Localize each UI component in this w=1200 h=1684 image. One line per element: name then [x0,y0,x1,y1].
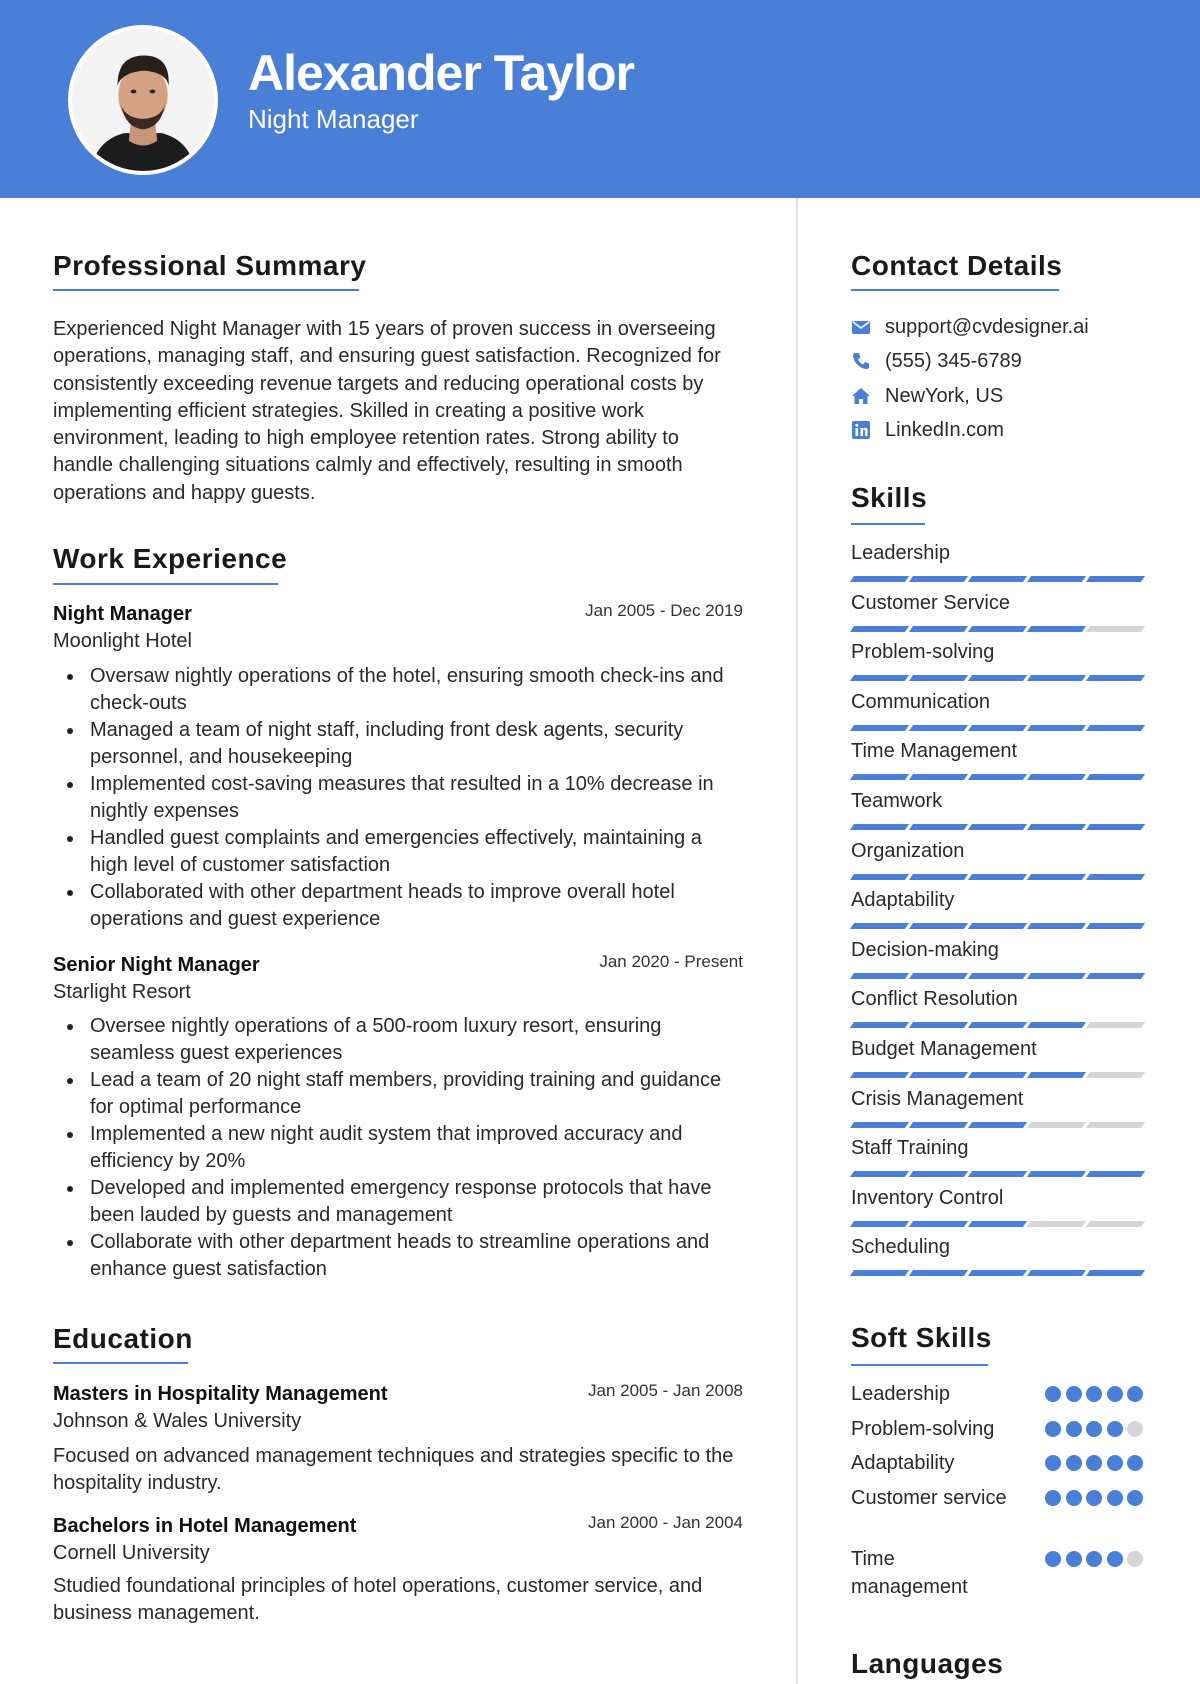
list-item: Developed and implemented emergency response protocols that have been lauded by guests and management [53,1175,743,1229]
list-item: Implemented cost-saving measures that resulted in a 10% decrease in nightly expenses [53,771,743,825]
rating-dot [1127,1421,1143,1437]
skill-name: Teamwork [851,790,943,812]
soft-skill-name: Time management [851,1548,968,1598]
skill-level-segment [1086,874,1145,880]
job-company: Starlight Resort [53,981,191,1003]
skill-level-segment [850,626,909,632]
skill-level-bar [852,1270,1146,1276]
skill-level-segment [850,1022,909,1028]
skill-level-bar [852,973,1146,979]
skill-name: Customer Service [851,591,1010,614]
contact-phone-text: (555) 345-6789 [885,349,1022,372]
rating-dot [1066,1421,1082,1437]
education-date: Jan 2000 - Jan 2004 [587,1513,743,1532]
skill-level-segment [850,1221,909,1227]
skill-level-segment [909,923,968,929]
contact-location [850,381,1003,411]
skill-level-segment [850,973,909,979]
soft-skills-heading: Soft Skills [851,1322,992,1353]
soft-skills-underline [851,1364,988,1366]
skill-level-segment [968,973,1027,979]
skill-name: Communication [851,690,990,713]
skill-level-segment [909,1270,968,1276]
rating-dot [1086,1455,1102,1471]
skill-level-segment [1027,1122,1086,1128]
skill-level-segment [909,626,968,632]
skill-level-segment [1086,1022,1145,1028]
skill-name: Scheduling [851,1236,950,1259]
skill-level-segment [850,1270,909,1276]
skill-level-segment [909,1072,968,1078]
contact-email-text: support@cvdesigner.ai [885,315,1089,338]
skill-level-segment [1027,874,1086,880]
job-title: Senior Night Manager [53,954,260,976]
skill-name: Decision-making [851,938,999,961]
skill-level-segment [1086,725,1145,731]
skill-level-segment [1027,774,1086,780]
skill-level-segment [1086,1171,1145,1177]
skill-level-segment [909,874,968,880]
skill-level-segment [909,725,968,731]
contact-linkedin-text: LinkedIn.com [885,418,1004,441]
summary-heading: Professional Summary [53,250,367,281]
languages-heading: Languages [851,1648,1004,1679]
skill-name: Leadership [851,542,950,564]
skill-level-segment [968,1221,1027,1227]
rating-dot [1086,1490,1102,1506]
contact-location-text: NewYork, US [885,384,1004,407]
skill-level-segment [968,1022,1027,1028]
skill-name: Staff Training [851,1137,969,1160]
skill-name: Time Management [851,740,1017,763]
skill-level-segment [850,824,909,830]
job-company: Moonlight Hotel [53,630,192,652]
rating-dot [1127,1490,1143,1506]
skill-level-segment [968,1122,1027,1128]
linkedin-icon [850,419,872,441]
skill-level-segment [850,1171,909,1177]
skill-name: Crisis Management [851,1087,1024,1110]
skill-level-segment [1086,576,1145,582]
skill-level-segment [850,774,909,780]
rating-dot [1066,1455,1082,1471]
rating-dot [1045,1551,1061,1567]
skill-level-segment [1027,973,1086,979]
skill-level-segment [968,923,1027,929]
education-description: Focused on advanced management techniques and strategies specific to the hospitality industry. [53,1445,734,1495]
skill-name: Adaptability [851,889,955,912]
column-divider [796,198,798,1684]
skill-level-segment [1027,824,1086,830]
avatar [68,25,218,175]
job-date: Jan 2020 - Present [599,952,743,971]
phone-icon [850,350,872,372]
skill-level-segment [909,1221,968,1227]
skill-level-segment [968,725,1027,731]
skill-level-segment [1027,626,1086,632]
skill-level-segment [1027,1022,1086,1028]
soft-skill-name: Customer service [851,1487,1007,1509]
rating-dot [1127,1386,1143,1402]
school-name: Cornell University [53,1542,210,1564]
skills-underline [851,523,925,525]
education-description: Studied foundational principles of hotel operations, customer service, and business management. [53,1575,703,1625]
skill-level-segment [850,725,909,731]
home-icon [850,385,872,407]
list-item: Collaborate with other department heads to streamline operations and enhance guest satisfaction [53,1229,743,1283]
skill-name: Conflict Resolution [851,988,1018,1011]
skill-level-bar [852,1072,1146,1078]
skill-level-segment [1086,1270,1145,1276]
list-item: Managed a team of night staff, including front desk agents, security personnel, and housekeeping [53,717,743,771]
skill-level-segment [968,774,1027,780]
skill-level-segment [850,576,909,582]
skill-level-bar [852,626,1146,632]
rating-dot [1107,1551,1123,1567]
skill-level-bar [852,675,1146,681]
skill-level-segment [968,824,1027,830]
skill-level-segment [909,824,968,830]
degree-title: Bachelors in Hotel Management [53,1515,357,1537]
skill-level-bar [852,1221,1146,1227]
list-item: Handled guest complaints and emergencies effectively, maintaining a high level of customer satisfaction [53,825,743,879]
skill-level-segment [968,675,1027,681]
job-date: Jan 2005 - Dec 2019 [585,601,743,620]
skill-name: Problem-solving [851,641,995,664]
summary-underline [53,289,359,291]
rating-dot [1107,1490,1123,1506]
header-banner [0,0,1200,198]
education-date: Jan 2005 - Jan 2008 [587,1381,743,1400]
rating-dot [1086,1551,1102,1567]
skill-level-bar [852,725,1146,731]
skill-level-segment [850,1122,909,1128]
skill-level-segment [850,675,909,681]
list-item: Collaborated with other department heads to improve overall hotel operations and guest experience [53,879,743,933]
skill-level-segment [909,1022,968,1028]
degree-title: Masters in Hospitality Management [53,1383,388,1405]
skill-level-segment [909,576,968,582]
rating-dot [1045,1421,1061,1437]
list-item: Oversee nightly operations of a 500-room luxury resort, ensuring seamless guest experiences [53,1013,743,1067]
skill-level-segment [1086,923,1145,929]
skill-level-bar [852,1122,1146,1128]
rating-dot [1127,1551,1143,1567]
job-title: Night Manager [53,603,192,625]
skill-level-segment [968,1270,1027,1276]
skill-name: Budget Management [851,1038,1037,1060]
candidate-name: Alexander Taylor [248,45,635,101]
skill-level-segment [909,1171,968,1177]
rating-dot [1066,1551,1082,1567]
list-item: Oversaw nightly operations of the hotel, ensuring smooth check-ins and check-outs [53,663,743,717]
rating-dot [1045,1490,1061,1506]
job-bullets [53,663,743,933]
skill-level-bar [852,1022,1146,1028]
skill-level-bar [852,1171,1146,1177]
envelope-icon [850,316,872,338]
profile-photo [72,29,214,171]
skill-level-segment [1027,725,1086,731]
skill-level-segment [909,675,968,681]
skill-level-segment [1086,1221,1145,1227]
skill-level-segment [1027,1072,1086,1078]
skill-level-segment [1086,1122,1145,1128]
contact-phone[interactable] [850,346,1022,376]
skill-level-segment [968,626,1027,632]
skill-level-segment [1086,675,1145,681]
skill-level-bar [852,774,1146,780]
contact-email[interactable] [850,312,1089,342]
soft-skill-name: Adaptability [851,1452,955,1474]
rating-dot [1086,1421,1102,1437]
skill-level-bar [852,824,1146,830]
skill-level-segment [1086,824,1145,830]
skill-level-segment [1027,576,1086,582]
list-item: Lead a team of 20 night staff members, providing training and guidance for optimal performance [53,1067,743,1121]
skill-name: Organization [851,839,965,862]
rating-dot [1045,1455,1061,1471]
skills-heading: Skills [851,482,928,513]
job-bullets [53,1013,743,1283]
soft-skill-name: Leadership [851,1383,950,1405]
candidate-role: Night Manager [248,104,419,134]
skill-level-segment [1086,626,1145,632]
contact-linkedin[interactable] [850,415,1004,445]
skill-level-segment [850,1072,909,1078]
skill-name: Inventory Control [851,1186,1004,1209]
skill-level-segment [968,874,1027,880]
skill-level-bar [852,874,1146,880]
skill-level-segment [1086,774,1145,780]
rating-dot [1066,1490,1082,1506]
education-underline [53,1362,188,1364]
rating-dot [1107,1455,1123,1471]
skill-level-segment [1027,923,1086,929]
experience-heading: Work Experience [53,543,288,574]
skill-level-segment [1086,973,1145,979]
rating-dot [1107,1386,1123,1402]
skill-level-segment [1027,675,1086,681]
rating-dot [1107,1421,1123,1437]
skill-level-segment [850,874,909,880]
skill-level-segment [850,923,909,929]
skill-level-segment [1086,1072,1145,1078]
rating-dot [1127,1455,1143,1471]
rating-dot [1086,1386,1102,1402]
summary-text: Experienced Night Manager with 15 years of proven success in overseeing operations, managing staff, and ensuring guest satisfaction. Recognized for consistently exceeding revenue targets and reducing operational costs by implementing efficient strategies. Skilled in creating a positive work environment, leading to high employee retention rates. Strong ability to handle challenging situations calmly and effectively, resulting in smooth operations and happy guests. [53,318,721,504]
school-name: Johnson & Wales University [53,1410,302,1432]
skill-level-segment [1027,1270,1086,1276]
experience-underline [53,583,278,585]
skill-level-bar [852,576,1146,582]
soft-skill-name: Problem-solving [851,1418,995,1440]
contact-heading: Contact Details [851,250,1063,281]
skill-level-segment [968,576,1027,582]
skill-level-segment [1027,1221,1086,1227]
skill-level-segment [968,1171,1027,1177]
skill-level-segment [968,1072,1027,1078]
skill-level-bar [852,923,1146,929]
skill-level-segment [909,1122,968,1128]
skill-level-segment [909,774,968,780]
education-heading: Education [53,1323,193,1354]
skill-level-segment [909,973,968,979]
skill-level-segment [1027,1171,1086,1177]
list-item: Implemented a new night audit system that improved accuracy and efficiency by 20% [53,1121,743,1175]
contact-underline [851,289,1059,291]
rating-dot [1066,1386,1082,1402]
rating-dot [1045,1386,1061,1402]
